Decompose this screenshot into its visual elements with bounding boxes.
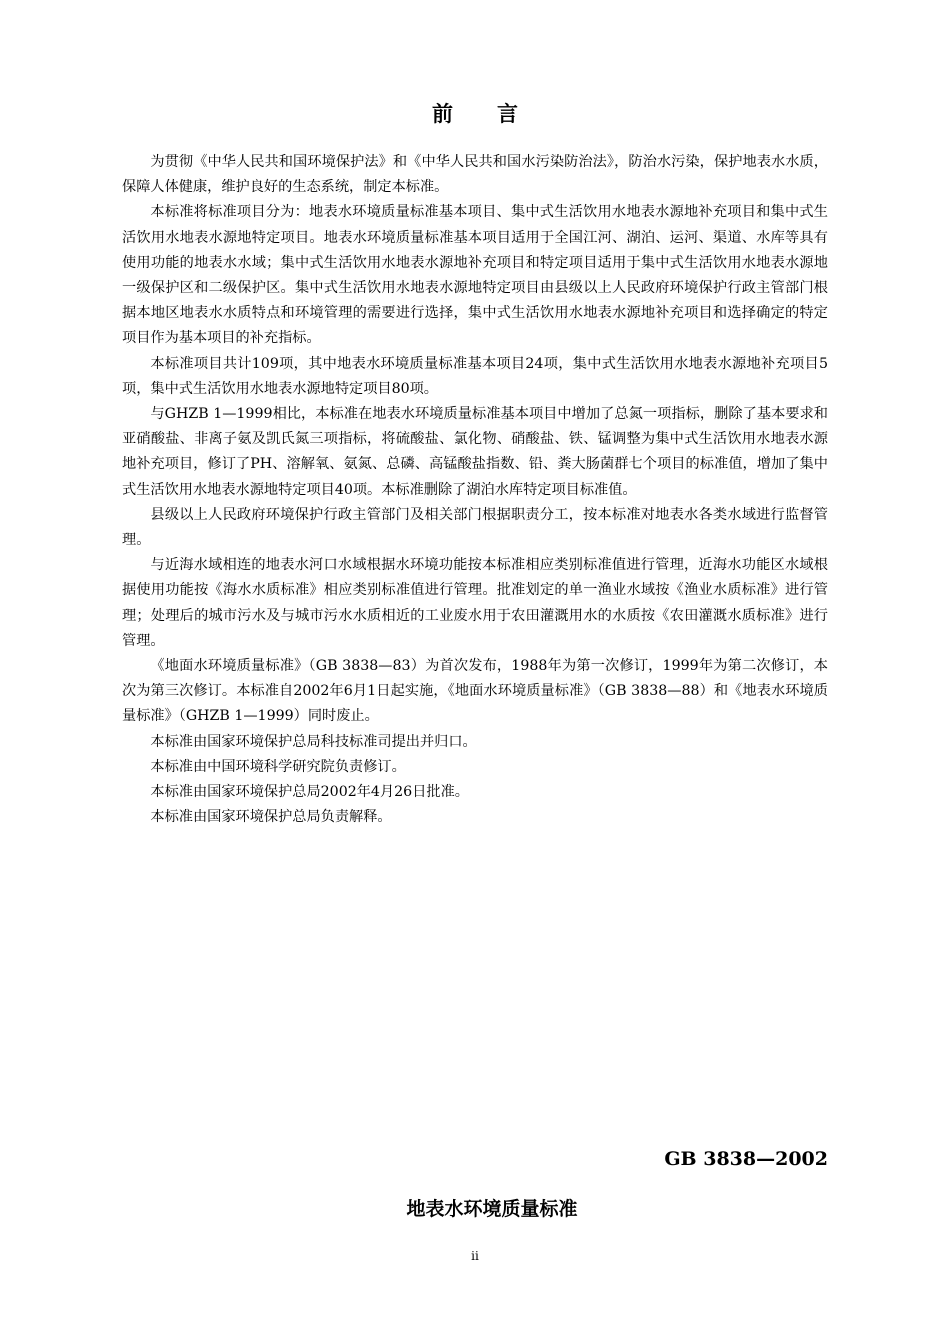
paragraph-changes: 与GHZB 1—1999相比，本标准在地表水环境质量标准基本项目中增加了总氮一项指标，删除了基本要求和亚硝酸盐、非离子氨及凯氏氮三项指标，将硫酸盐、氯化物、硝酸盐、铁、锰调整为集中式生活饮用水地表水源地补充项目，修订了PH、溶解氧、氨氮、总磷、高锰酸盐指数、铅、粪大肠菌群七个项目的标准值，增加了集中式生活饮用水地表水源地特定项目40项。本标准删除了湖泊水库特定项目标准值。 (122, 406, 828, 498)
paragraph-approved: 本标准由国家环境保护总局2002年4月26日批准。 (150, 784, 469, 801)
paragraph-project-count: 本标准项目共计109项，其中地表水环境质量标准基本项目24项，集中式生活饮用水地表水源地补充项目5项，集中式生活饮用水地表水源地特定项目80项。 (122, 355, 828, 397)
page-number: ii (471, 1249, 479, 1263)
preface-heading: 前言 (432, 102, 562, 126)
paragraph-revised-by: 本标准由中国环境科学研究院负责修订。 (150, 758, 406, 775)
paragraph-interpretation: 本标准由国家环境保护总局负责解释。 (150, 809, 392, 826)
paragraph-purpose: 为贯彻《中华人民共和国环境保护法》和《中华人民共和国水污染防治法》，防治水污染，保护地表水水质，保障人体健康，维护良好的生态系统，制定本标准。 (122, 154, 828, 196)
standard-name: 地表水环境质量标准 (406, 1198, 578, 1220)
paragraph-proposed-by: 本标准由国家环境保护总局科技标准司提出并归口。 (150, 733, 477, 750)
paragraph-history: 《地面水环境质量标准》（GB 3838—83）为首次发布，1988年为第一次修订，1999年为第二次修订，本次为第三次修订。本标准自2002年6月1日起实施，《地面水环境质量标准》（GB 3838—88）和《地表水环境质量标准》（GHZB 1—1999）同时废止。 (122, 658, 828, 725)
preface-body (122, 150, 828, 830)
standard-code: GB 3838—2002 (664, 1148, 828, 1170)
paragraph-project-categories: 本标准将标准项目分为：地表水环境质量标准基本项目、集中式生活饮用水地表水源地补充项目和集中式生活饮用水地表水源地特定项目。地表水环境质量标准基本项目适用于全国江河、湖泊、运河、渠道、水库等具有使用功能的地表水水域；集中式生活饮用水地表水源地补充项目和特定项目适用于集中式生活饮用水地表水源地一级保护区和二级保护区。集中式生活饮用水地表水源地特定项目由县级以上人民政府环境保护行政主管部门根据本地区地表水水质特点和环境管理的需要进行选择，集中式生活饮用水地表水源地补充项目和选择确定的特定项目作为基本项目的补充指标。 (122, 204, 828, 347)
paragraph-estuary-waters: 与近海水域相连的地表水河口水域根据水环境功能按本标准相应类别标准值进行管理，近海水功能区水域根据使用功能按《海水水质标准》相应类别标准值进行管理。批准划定的单一渔业水域按《渔业水质标准》进行管理；处理后的城市污水及与城市污水水质相近的工业废水用于农田灌溉用水的水质按《农田灌溉水质标准》进行管理。 (122, 557, 828, 649)
paragraph-supervision: 县级以上人民政府环境保护行政主管部门及相关部门根据职责分工，按本标准对地表水各类水域进行监督管理。 (122, 506, 828, 549)
